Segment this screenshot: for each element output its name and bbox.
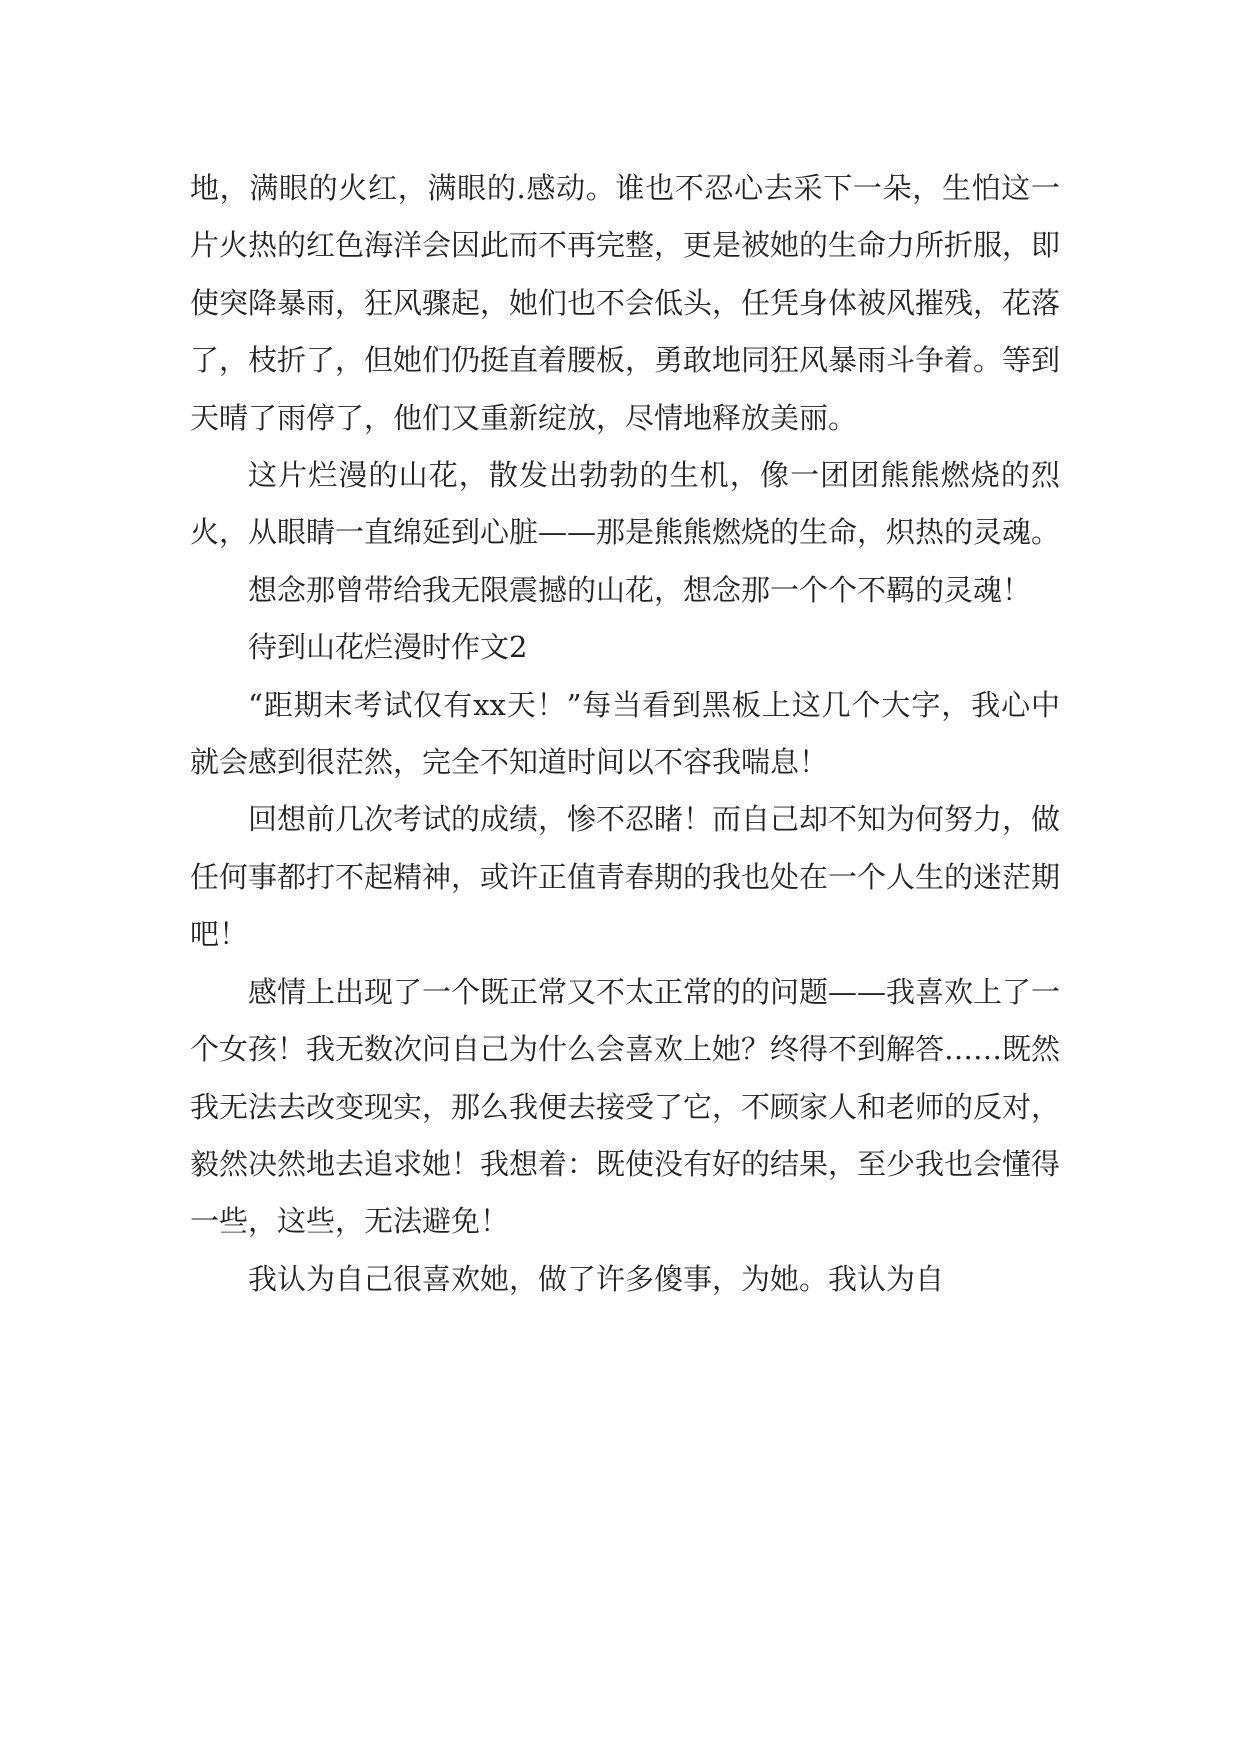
document-body <box>190 160 1060 1308</box>
paragraph: 想念那曾带给我无限震撼的山花，想念那一个个不羁的灵魂！ <box>248 572 1032 607</box>
paragraph: 这片烂漫的山花，散发出勃勃的生机，像一团团熊熊燃烧的烈火，从眼睛一直绵延到心脏——那是熊熊燃烧的生命，炽热的灵魂。 <box>190 458 1061 550</box>
paragraph: 感情上出现了一个既正常又不太正常的的问题——我喜欢上了一个女孩！我无数次问自己为什么会喜欢上她？终得不到解答……既然我无法去改变现实，那么我便去接受了它，不顾家人和老师的反对，毅然决然地去追求她！我想着：既使没有好的结果，至少我也会懂得一些，这些，无法避免！ <box>190 974 1061 1239</box>
paragraph: 回想前几次考试的成绩，惨不忍睹！而自己却不知为何努力，做任何事都打不起精神，或许正值青春期的我也处在一个人生的迷茫期吧！ <box>190 802 1061 952</box>
section-heading: 待到山花烂漫时作文2 <box>248 630 528 665</box>
paragraph-continuation: 地，满眼的火红，满眼的.感动。谁也不忍心去采下一朵，生怕这一片火热的红色海洋会因此而不再完整，更是被她的生命力所折服，即使突降暴雨，狂风骤起，她们也不会低头，任凭身体被风摧残，花落了，枝折了，但她们仍挺直着腰板，勇敢地同狂风暴雨斗争着。等到天晴了雨停了，他们又重新绽放，尽情地释放美丽。 <box>190 171 1061 435</box>
paragraph: 我认为自己很喜欢她，做了许多傻事，为她。我认为自 <box>248 1261 945 1296</box>
paragraph: “距期末考试仅有xx天！”每当看到黑板上这几个大字，我心中就会感到很茫然，完全不知道时间以不容我喘息！ <box>190 687 1060 780</box>
